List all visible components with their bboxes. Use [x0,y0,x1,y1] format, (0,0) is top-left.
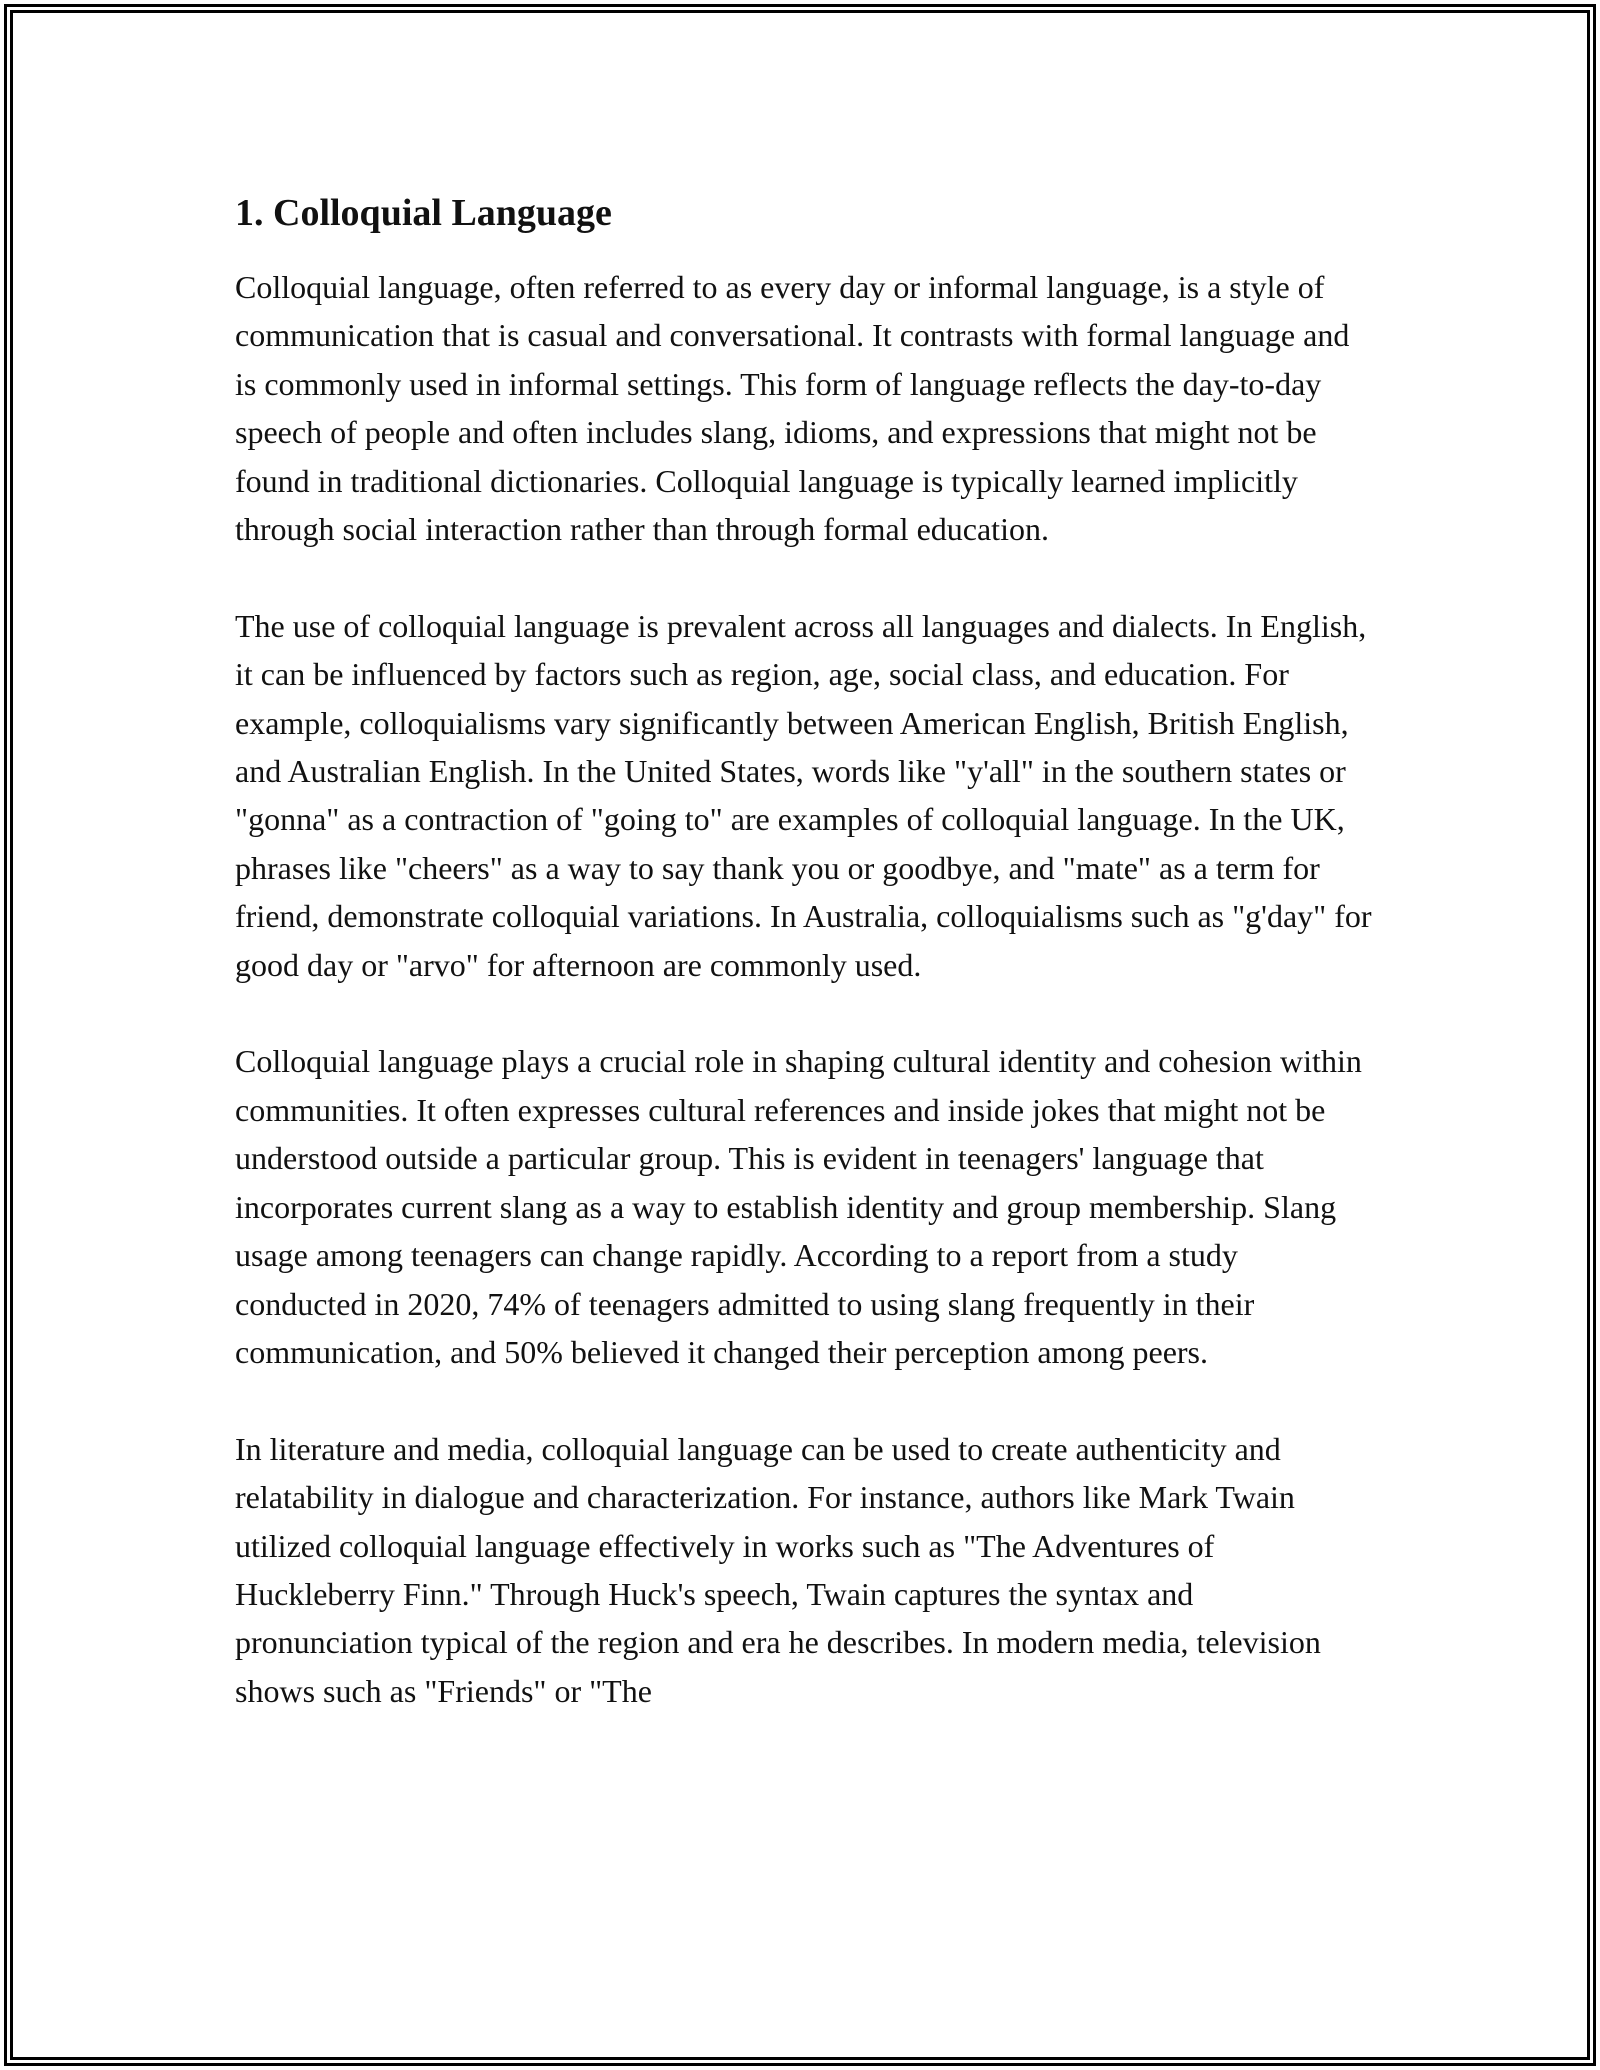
paragraph-definition: Colloquial language, often referred to as every day or informal language, is a style of communication that is casual and conversational. It contrasts with formal language and is commonly used in informal settings. This form of language reflects the day-to-day speech of people and often includes slang, idioms, and expressions that might not be found in traditional dictionaries. Colloquial language is typically learned implicitly through social interaction rather than through formal education. [235,269,1350,548]
document-body [235,185,1375,1715]
section-heading: 1. Colloquial Language [235,192,612,234]
paragraph-dialects: The use of colloquial language is prevalent across all languages and dialects. In English, it can be influenced by factors such as region, age, social class, and education. For example, colloquialisms vary significantly between American English, British English, and Australian English. In the United States, words like "y'all" in the southern states or "gonna" as a contraction of "going to" are examples of colloquial language. In the UK, phrases like "cheers" as a way to say thank you or goodbye, and "mate" as a term for friend, demonstrate colloquial variations. In Australia, colloquialisms such as "g'day" for good day or "arvo" for afternoon are commonly used. [235,607,1372,983]
paragraph-cultural-identity: Colloquial language plays a crucial role in shaping cultural identity and cohesion within communities. It often expresses cultural references and inside jokes that might not be understood outside a particular group. This is evident in teenagers' language that incorporates current slang as a way to establish identity and group membership. Slang usage among teenagers can change rapidly. According to a report from a study conducted in 2020, 74% of teenagers admitted to using slang frequently in their communication, and 50% believed it changed their perception among peers. [235,1043,1362,1370]
paragraph-literature-media: In literature and media, colloquial language can be used to create authenticity and relatability in dialogue and characterization. For instance, authors like Mark Twain utilized colloquial language effectively in works such as "The Adventures of Huckleberry Finn." Through Huck's speech, Twain captures the syntax and pronunciation typical of the region and era he describes. In modern media, television shows such as "Friends" or "The [235,1430,1321,1709]
